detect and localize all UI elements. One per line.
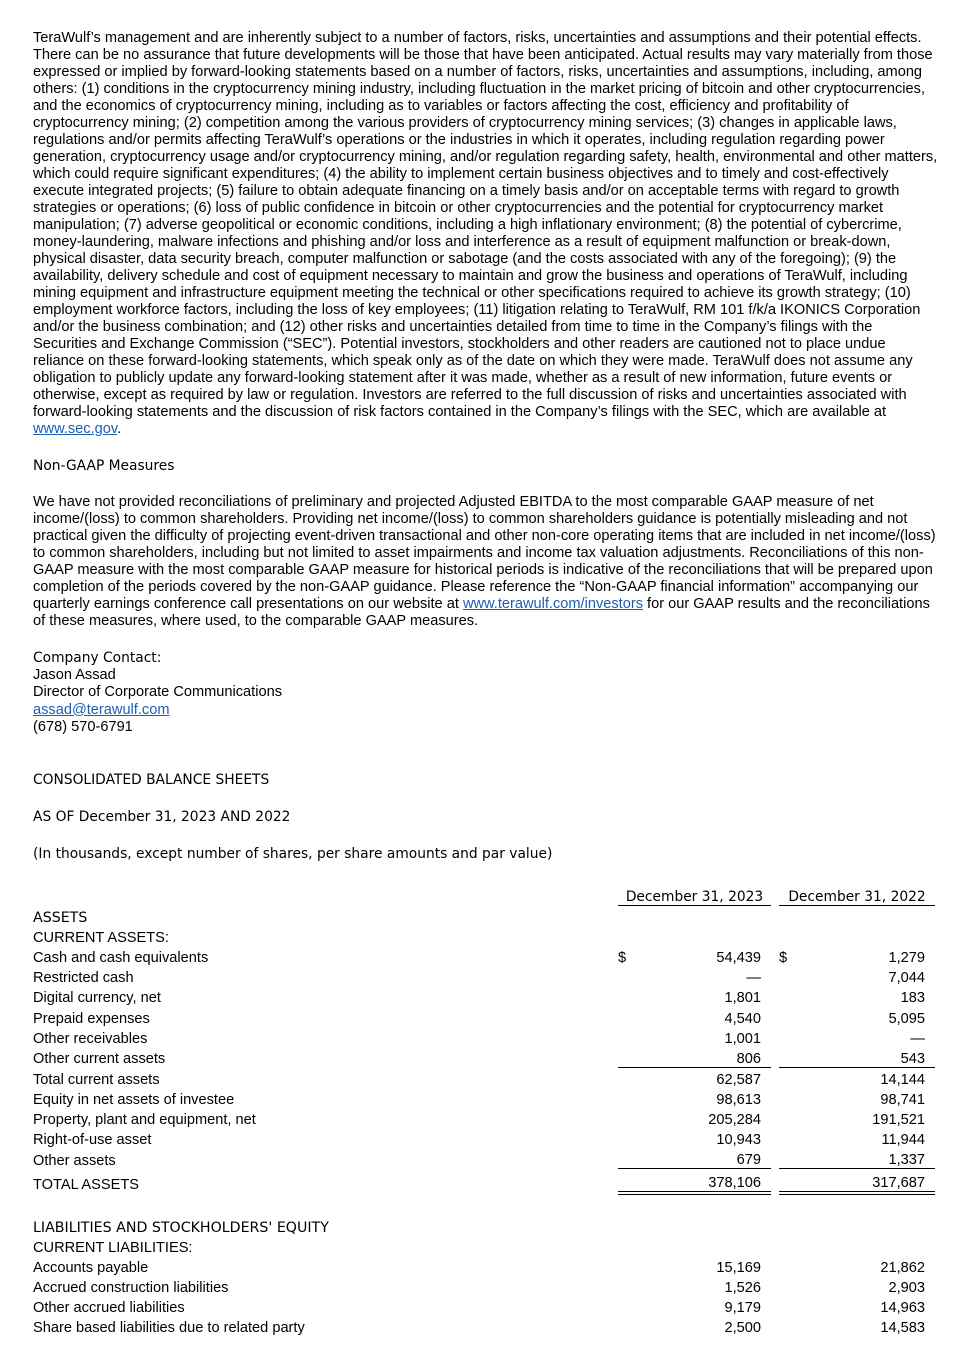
currency-symbol: [618, 1148, 631, 1169]
section-row: [33, 926, 935, 946]
value-2023: —: [746, 970, 761, 987]
table-row: [33, 1067, 935, 1088]
value-2022: 317,687: [792, 1169, 935, 1193]
value-2023: 15,169: [716, 1260, 761, 1276]
assets-heading: ASSETS: [33, 910, 88, 927]
sec-link[interactable]: www.sec.gov: [33, 421, 118, 437]
section-row: [33, 906, 935, 927]
currency-symbol: [779, 1296, 792, 1316]
value-2022: 14,583: [880, 1320, 925, 1337]
row-label: Digital currency, net: [33, 990, 161, 1007]
value-2023: 2,500: [724, 1320, 761, 1337]
table-row: [33, 1276, 935, 1296]
row-label: Cash and cash equivalents: [33, 950, 209, 967]
value-2023: 9,179: [724, 1300, 761, 1317]
value-2023: 54,439: [716, 950, 761, 967]
row-label: Other assets: [33, 1152, 116, 1169]
table-row: [33, 1006, 935, 1026]
column-header-2023: December 31, 2023: [618, 883, 771, 906]
value-2023: 1,526: [724, 1280, 761, 1297]
row-label: Other current assets: [33, 1051, 166, 1068]
currency-symbol: [779, 986, 792, 1006]
table-row: [33, 1088, 935, 1108]
value-2022: 11,944: [881, 1132, 925, 1149]
value-2022: 7,044: [888, 970, 925, 987]
liabilities-heading: LIABILITIES AND STOCKHOLDERS' EQUITY: [33, 1219, 329, 1236]
value-2023: 62,587: [716, 1071, 761, 1088]
value-2022: 2,903: [888, 1280, 925, 1297]
value-2023: 679: [631, 1148, 771, 1169]
table-header-row: [33, 883, 935, 906]
balance-sheet-date: AS OF December 31, 2023 AND 2022: [33, 809, 291, 825]
balance-sheet-table: [33, 883, 935, 1336]
currency-symbol: [618, 1128, 631, 1148]
currency-symbol: [618, 1256, 631, 1276]
currency-symbol: [779, 1316, 792, 1336]
row-label: Restricted cash: [33, 970, 134, 987]
column-header-2022: December 31, 2022: [779, 883, 935, 906]
currency-symbol: [779, 1108, 792, 1128]
currency-symbol: [618, 1067, 631, 1088]
value-2022: 14,963: [880, 1300, 925, 1317]
balance-sheet-title: CONSOLIDATED BALANCE SHEETS: [33, 772, 270, 788]
currency-symbol: [779, 1006, 792, 1026]
currency-symbol: [779, 966, 792, 986]
currency-symbol: [618, 1047, 631, 1068]
currency-symbol: $: [618, 950, 627, 967]
row-label: Accrued construction liabilities: [33, 1280, 229, 1297]
spacer-row: [33, 1193, 935, 1216]
currency-symbol: [779, 1128, 792, 1148]
section-row: [33, 1216, 935, 1236]
currency-symbol: [779, 1169, 792, 1193]
intro-end: .: [117, 421, 122, 437]
currency-symbol: [779, 1067, 792, 1088]
value-2023: 1,801: [724, 990, 761, 1007]
currency-symbol: [779, 1256, 792, 1276]
table-row: [33, 1316, 935, 1336]
value-2023: 205,284: [708, 1112, 761, 1129]
value-2023: 4,540: [724, 1010, 761, 1027]
value-2022: 191,521: [872, 1112, 925, 1129]
row-label: Other receivables: [33, 1030, 148, 1047]
value-2022: 98,741: [880, 1091, 925, 1108]
table-row: [33, 946, 935, 966]
currency-symbol: [618, 1027, 631, 1047]
table-row: [33, 1047, 935, 1068]
value-2022: 1,279: [888, 950, 925, 967]
value-2022: 183: [900, 990, 925, 1007]
value-2023: 378,106: [631, 1169, 771, 1193]
contact-title: Director of Corporate Communications: [33, 684, 282, 701]
currency-symbol: [618, 966, 631, 986]
value-2023: 1,001: [724, 1030, 761, 1047]
current-liabilities-heading: CURRENT LIABILITIES:: [33, 1239, 193, 1256]
investors-link[interactable]: www.terawulf.com/investors: [462, 596, 643, 612]
row-label: Prepaid expenses: [33, 1010, 150, 1027]
value-2022: 5,095: [888, 1010, 925, 1027]
currency-symbol: [618, 1006, 631, 1026]
currency-symbol: [618, 1088, 631, 1108]
intro-text: TeraWulf’s management and are inherently subject to a number of factors, risks, uncertainties and assumptions and their potential effects. There can be no assurance that future developments will be those that have been anticipated. Actual results may vary materially from those expressed or implied by forward-looking statements based on a number of factors, risks, uncertainties and assumptions, including, among others: (1) conditions in the cryptocurrency mining industry, including fluctuation in the market pricing of bitcoin and other cryptocurrencies, and the economics of cryptocurrency mining, including as to variables or factors affecting the cost, efficiency and profitability of cryptocurrency mining; (2) competition among the various providers of cryptocurrency mining services; (3) changes in applicable laws, regulations and/or permits affecting TeraWulf’s operations or the industries in which it operates, including regulation regarding power generation, cryptocurrency usage and/or cryptocurrency mining, and/or regulation regarding safety, health, environmental and other matters, which could require significant expenditures; (4) the ability to implement certain business objectives and to timely and cost-effectively execute integrated projects; (5) failure to obtain adequate financing on a timely basis and/or on acceptable terms with regard to growth strategies or operations; (6) loss of public confidence in bitcoin or other cryptocurrencies and the potential for cryptocurrency market manipulation; (7) adverse geopolitical or economic conditions, including a high inflationary environment; (8) the potential of cybercrime, money-laundering, malware infections and phishing and/or loss and interference as a result of equipment malfunction or break-down, physical disaster, data security breach, computer malfunction or sabotage (and the costs associated with any of the foregoing); (9) the availability, delivery schedule and cost of equipment necessary to maintain and grow the business and operations of TeraWulf, including mining equipment and infrastructure equipment meeting the technical or other specifications required to achieve its growth strategy; (10) employment workforce factors, including the loss of key employees; (11) litigation relating to TeraWulf, RM 101 f/k/a IKONICS Corporation and/or the business combination; and (12) other risks and uncertainties detailed from time to time in the Company’s filings with the Securities and Exchange Commission (“SEC”). Potential investors, stockholders and other readers are cautioned not to place undue reliance on these forward-looking statements, which speak only as of the date on which they were made. TeraWulf does not assume any obligation to publicly update any forward-looking statement after it was made, whether as a result of new information, future events or otherwise, except as required by law or regulation. Investors are referred to the full discussion of risks and uncertainties associated with forward-looking statements and the discussion of risk factors contained in the Company’s filings with the SEC, which are available at: [33, 30, 938, 420]
value-2023: 98,613: [716, 1091, 761, 1108]
row-label: Other accrued liabilities: [33, 1300, 185, 1317]
row-label: Right-of-use asset: [33, 1132, 152, 1149]
table-row: [33, 1027, 935, 1047]
value-2022: 21,862: [880, 1260, 925, 1276]
non-gaap-end: for our GAAP results and the reconciliations of these measures, where used, to the comparable GAAP measures.: [33, 596, 930, 629]
balance-sheet-units: (In thousands, except number of shares, per share amounts and par value): [33, 846, 553, 862]
table-row: [33, 1128, 935, 1148]
currency-symbol: [618, 1316, 631, 1336]
value-2023: 806: [631, 1047, 771, 1068]
currency-symbol: [618, 1169, 631, 1193]
currency-symbol: [779, 1148, 792, 1169]
currency-symbol: [618, 1296, 631, 1316]
row-label: TOTAL ASSETS: [33, 1176, 139, 1193]
value-2022: —: [910, 1030, 925, 1047]
currency-symbol: [779, 1088, 792, 1108]
value-2022: 14,144: [880, 1071, 925, 1088]
table-row: [33, 1148, 935, 1169]
table-row: [33, 966, 935, 986]
forward-looking-paragraph: [33, 30, 938, 438]
contact-name: Jason Assad: [33, 667, 116, 684]
company-contact: [33, 650, 282, 736]
section-row: [33, 1236, 935, 1256]
currency-symbol: [779, 1276, 792, 1296]
table-row: [33, 1169, 935, 1193]
current-assets-heading: CURRENT ASSETS:: [33, 930, 169, 947]
contact-phone: (678) 570-6791: [33, 718, 133, 735]
non-gaap-heading: Non-GAAP Measures: [33, 458, 175, 474]
contact-label: Company Contact:: [33, 650, 162, 666]
currency-symbol: [618, 986, 631, 1006]
table-row: [33, 1296, 935, 1316]
currency-symbol: [618, 1108, 631, 1128]
row-label: Share based liabilities due to related party: [33, 1320, 305, 1337]
currency-symbol: [779, 1027, 792, 1047]
value-2023: 10,943: [716, 1132, 761, 1149]
contact-email-link[interactable]: assad@terawulf.com: [33, 701, 170, 718]
non-gaap-text: We have not provided reconciliations of preliminary and projected Adjusted EBITDA to the most comparable GAAP measure of net income/(loss) to common shareholders. Providing net income/(loss) to common shareholders guidance is potentially misleading and not practical given the difficulty of projecting event-driven transactional and other non-core operating items that are included in net income/(loss) to common shareholders, including but not limited to asset impairments and income tax valuation adjustments. Reconciliations of this non-GAAP measure with the most comparable GAAP measure for historical periods is indicative of the reconciliations that will be prepared upon completion of the periods covered by the non-GAAP guidance. Please reference the “Non-GAAP financial information” accompanying our quarterly earnings conference call presentations on our website at: [33, 494, 936, 612]
currency-symbol: [618, 1276, 631, 1296]
table-row: [33, 1256, 935, 1276]
value-2022: 543: [792, 1047, 935, 1068]
value-2022: 1,337: [792, 1148, 935, 1169]
row-label: Total current assets: [33, 1071, 160, 1088]
currency-symbol: $: [779, 950, 788, 967]
table-row: [33, 1108, 935, 1128]
non-gaap-paragraph: [33, 494, 938, 630]
table-row: [33, 986, 935, 1006]
row-label: Equity in net assets of investee: [33, 1091, 235, 1108]
row-label: Property, plant and equipment, net: [33, 1112, 256, 1129]
currency-symbol: [779, 1047, 792, 1068]
row-label: Accounts payable: [33, 1260, 149, 1276]
